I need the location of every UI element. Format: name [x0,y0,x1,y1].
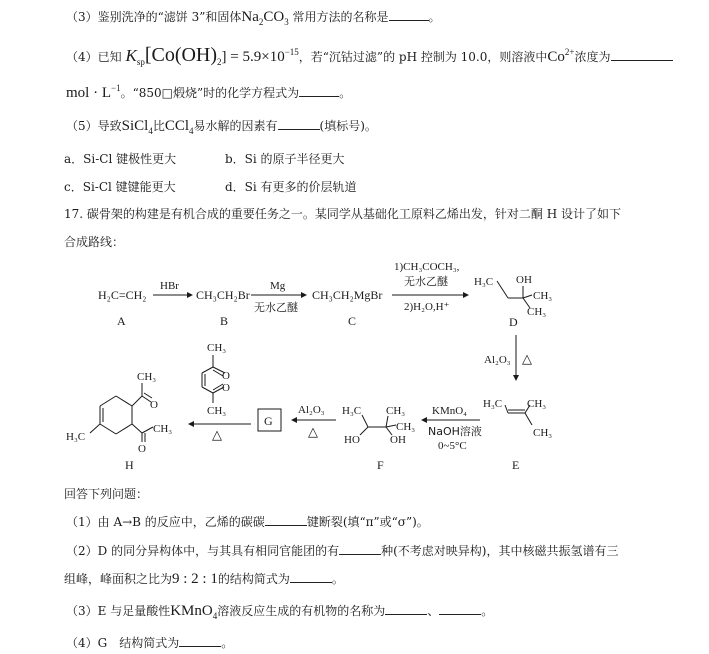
svg-text:CH₃: CH₃ [527,306,547,318]
unit: mol · $L^{-1}$ [66,83,121,101]
label-c: C [348,314,357,328]
svg-text:CH₃: CH₃ [137,371,157,383]
label-g: G [264,414,273,428]
compound-a: H₂C=CH₂ [98,288,147,302]
svg-text:H: H [125,458,134,472]
solvent-ether-2: 无水乙醚 [404,275,448,288]
compound-c: CH₃CH₂MgBr [312,288,383,302]
svg-text:CH₃: CH₃ [527,398,547,410]
answer-blank[interactable] [439,602,481,615]
q17-question-1: （1）由 A→B 的反应中，乙烯的碳碳 键断裂(填“π”或“σ”)。 [66,515,429,529]
answer-blank[interactable] [339,542,381,555]
option-a: a．Si-Cl 键极性更大 [64,152,177,166]
svg-text:CH₃: CH₃ [533,427,553,439]
q17-intro-line2: 合成路线： [64,235,125,249]
svg-text:H₃C: H₃C [66,431,86,443]
q16-part5: （5）导致SiCl$_4$比CCl$_4$易水解的因素有 (填标号)。 [66,118,377,136]
co-ion: $Co^{2+}$ [547,47,575,65]
svg-text:CH₃: CH₃ [396,421,416,433]
reagent-h2o: 2)H₂O,H⁺ [404,301,450,313]
svg-text:O: O [222,382,230,394]
svg-text:H₃C: H₃C [474,276,494,288]
q16-part4-middle: ，若“沉钴过滤”的 pH 控制为 10.0，则溶液中 [298,50,548,64]
svg-text:OH: OH [516,274,532,286]
sicl4-formula: SiCl$_4$ [121,118,153,136]
reagent-hbr: HBr [160,280,179,292]
q16-part3-suffix: 常用方法的名称是 [292,10,389,24]
answer-blank[interactable] [278,117,320,130]
q17-question-2-line2: 组峰，峰面积之比为9 : 2 : 1的结构简式为 。 [64,571,344,587]
diene-compound [202,342,230,417]
svg-text:CH₃: CH₃ [386,405,406,417]
q16-part4-line2-text: 。“850□煅烧”时的化学方程式为 [120,86,300,100]
option-d: d．Si 有更多的价层轨道 [225,180,357,194]
svg-text:H₃C: H₃C [483,398,503,410]
answer-blank[interactable] [265,513,307,526]
svg-text:HO: HO [344,434,360,446]
reagent-al2o3-2: Al₂O₃ [298,404,325,416]
svg-text:CH₃: CH₃ [207,342,227,354]
synthesis-scheme [0,255,709,485]
peak-ratio: 9 : 2 : 1 [172,571,218,587]
q16-part4-line2: mol · $L^{-1}$。“850□煅烧”时的化学方程式为 。 [66,83,352,101]
na2co3-formula: $Na_2CO_3$ [241,9,289,27]
svg-text:O: O [150,399,158,411]
svg-text:E: E [512,458,520,472]
svg-text:CH₃: CH₃ [153,423,173,435]
q16-part4-prefix: （4）已知 [66,50,122,64]
ccl4-formula: CCl$_4$ [164,118,194,136]
answer-blank[interactable] [611,48,673,61]
compound-f [342,405,415,472]
heat-symbol: △ [522,351,532,366]
reagent-al2o3: Al₂O₃ [484,354,511,366]
answer-blank[interactable] [385,602,427,615]
q16-part3-prefix: （3）鉴别洗净的“滤饼 3”和固体 [66,10,242,24]
reagent-kmno4: KMnO₄ [432,405,468,417]
option-c: c．Si-Cl 键键能更大 [64,180,176,194]
q17-question-4: （4）G 结构简式为 。 [66,636,234,650]
reagent-acetone: 1)CH₃COCH₃, [394,261,460,273]
temperature: 0~5°C [438,440,467,452]
svg-text:O: O [138,443,146,455]
compound-e [483,398,552,472]
heat-symbol-2: △ [308,424,318,439]
kmno4-formula: KMnO$_4$ [170,603,218,621]
q17-intro-line1: 17. 碳骨架的构建是有机合成的重要任务之一。某同学从基础化工原料乙烯出发，针对二酮 H 设计了如下 [64,207,621,221]
answer-blank[interactable] [179,634,221,647]
answer-intro: 回答下列问题： [64,487,149,501]
solvent-ether: 无水乙醚 [254,301,298,314]
svg-text:O: O [222,370,230,382]
answer-blank[interactable] [290,570,332,583]
reagent-mg: Mg [270,280,286,292]
compound-h [66,371,172,472]
label-b: B [220,314,229,328]
q16-part4-line1: （4）已知 $K_{sp}[Co(OH)_2] = 5.9\times 10^{-15}$，若“沉钴过滤”的 pH 控制为 10.0，则溶液中$Co^{2+}$浓度为 [66,44,673,70]
heat-symbol-3: △ [212,427,222,442]
answer-blank[interactable] [389,8,429,21]
svg-text:F: F [377,458,384,472]
q16-part3: （3）鉴别洗净的“滤饼 3”和固体$Na_2CO_3$ 常用方法的名称是 。 [66,9,441,27]
q17-question-3: （3）E 与足量酸性KMnO$_4$溶液反应生成的有机物的名称为 、 。 [66,603,494,621]
answer-blank[interactable] [299,84,339,97]
compound-b: CH₃CH₂Br [196,288,250,302]
q17-question-2-line1: （2）D 的同分异构体中，与其具有相同官能团的有 种(不考虑对映异构)，其中核磁共振氢谱有三 [66,544,619,558]
svg-text:CH₃: CH₃ [533,290,553,302]
svg-text:D: D [509,315,518,329]
svg-text:OH: OH [390,434,406,446]
option-b: b．Si 的原子半径更大 [225,152,345,166]
svg-text:CH₃: CH₃ [207,405,227,417]
svg-text:H₃C: H₃C [342,405,362,417]
label-a: A [117,314,126,328]
ksp-expression: $K_{sp}[Co(OH)_2] = 5.9\times 10^{-15}$ [125,44,299,67]
reagent-naoh: NaOH溶液 [428,425,482,438]
compound-d [474,274,552,329]
